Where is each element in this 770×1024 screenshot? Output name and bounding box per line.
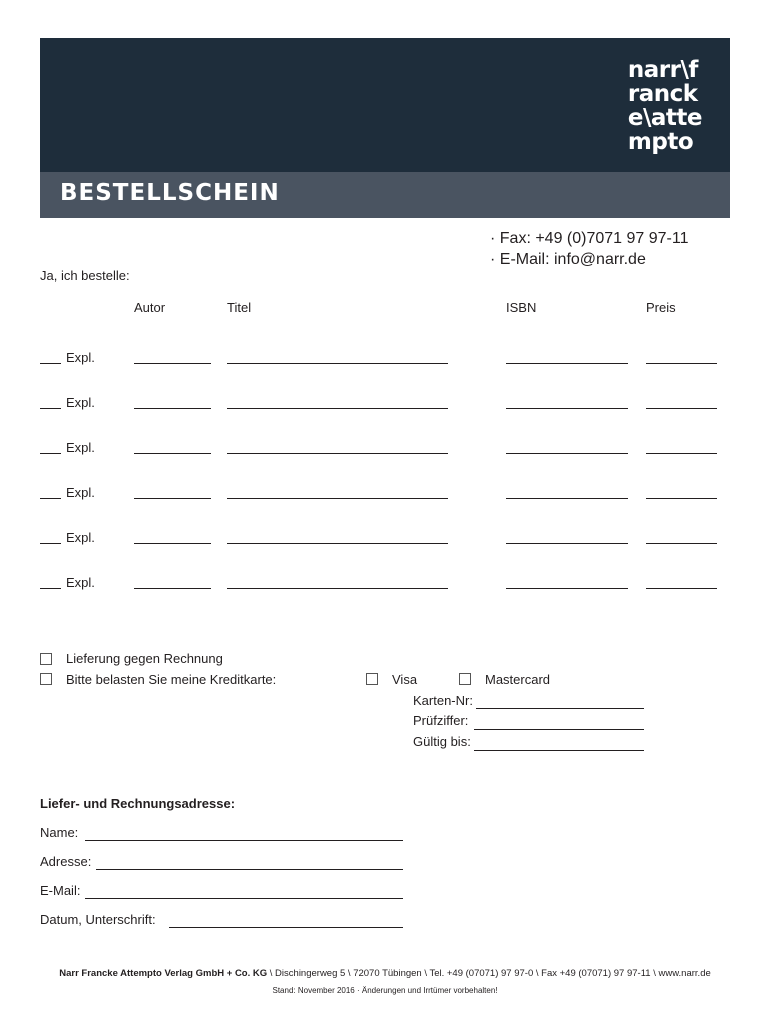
check-digit-label: Prüfziffer:: [413, 713, 469, 728]
titel-field[interactable]: [227, 363, 448, 364]
card-number-field[interactable]: [476, 708, 644, 709]
valid-until-field[interactable]: [474, 750, 644, 751]
quantity-field[interactable]: [40, 453, 61, 454]
header-banner: [40, 38, 730, 218]
titel-field[interactable]: [227, 408, 448, 409]
autor-field[interactable]: [134, 453, 211, 454]
name-label: Name:: [40, 825, 79, 840]
titel-field[interactable]: [227, 543, 448, 544]
autor-field[interactable]: [134, 588, 211, 589]
column-header-isbn: ISBN: [506, 300, 537, 315]
expl-label: Expl.: [66, 350, 95, 365]
check-digit-field[interactable]: [474, 729, 644, 730]
publisher-logo: [628, 58, 702, 154]
column-header-autor: Autor: [134, 300, 166, 315]
email-address: · E-Mail: info@narr.de: [490, 251, 646, 268]
contact-info: [490, 228, 689, 270]
fax-number: · Fax: +49 (0)7071 97 97-11: [490, 230, 689, 247]
page-title: BESTELLSCHEIN: [60, 180, 280, 206]
autor-field[interactable]: [134, 543, 211, 544]
footer-note: Stand: November 2016 · Änderungen und Irrtümer vorbehalten!: [272, 986, 498, 995]
address-label: Adresse:: [40, 854, 92, 869]
expl-label: Expl.: [66, 395, 95, 410]
expl-label: Expl.: [66, 530, 95, 545]
creditcard-checkbox[interactable]: [40, 673, 52, 685]
quantity-field[interactable]: [40, 408, 61, 409]
autor-field[interactable]: [134, 498, 211, 499]
logo-line: e\atte: [627, 105, 702, 131]
address-field[interactable]: [96, 869, 403, 870]
order-intro: Ja, ich bestelle:: [40, 268, 130, 283]
autor-field[interactable]: [134, 363, 211, 364]
visa-checkbox[interactable]: [366, 673, 378, 685]
logo-line: narr\f: [627, 57, 698, 83]
isbn-field[interactable]: [506, 588, 628, 589]
titel-field[interactable]: [227, 453, 448, 454]
isbn-field[interactable]: [506, 543, 628, 544]
creditcard-label: Bitte belasten Sie meine Kreditkarte:: [66, 672, 277, 687]
quantity-field[interactable]: [40, 588, 61, 589]
titel-field[interactable]: [227, 498, 448, 499]
date-signature-label: Datum, Unterschrift:: [40, 912, 156, 927]
expl-label: Expl.: [66, 575, 95, 590]
preis-field[interactable]: [646, 453, 717, 454]
footer-company-name: Narr Francke Attempto Verlag GmbH + Co. KG: [59, 968, 268, 979]
autor-field[interactable]: [134, 408, 211, 409]
invoice-checkbox[interactable]: [40, 653, 52, 665]
quantity-field[interactable]: [40, 498, 61, 499]
preis-field[interactable]: [646, 588, 717, 589]
preis-field[interactable]: [646, 363, 717, 364]
isbn-field[interactable]: [506, 498, 628, 499]
isbn-field[interactable]: [506, 453, 628, 454]
logo-line: ranck: [627, 81, 698, 107]
column-header-preis: Preis: [646, 300, 676, 315]
preis-field[interactable]: [646, 408, 717, 409]
titel-field[interactable]: [227, 588, 448, 589]
email-field[interactable]: [85, 898, 403, 899]
isbn-field[interactable]: [506, 363, 628, 364]
invoice-label: Lieferung gegen Rechnung: [66, 651, 223, 666]
title-bar: [40, 172, 730, 218]
card-number-label: Karten-Nr:: [413, 693, 473, 708]
visa-label: Visa: [392, 672, 418, 687]
valid-until-label: Gültig bis:: [413, 734, 471, 749]
mastercard-checkbox[interactable]: [459, 673, 471, 685]
column-header-titel: Titel: [227, 300, 252, 315]
quantity-field[interactable]: [40, 363, 61, 364]
quantity-field[interactable]: [40, 543, 61, 544]
date-signature-field[interactable]: [169, 927, 403, 928]
mastercard-label: Mastercard: [485, 672, 551, 687]
preis-field[interactable]: [646, 543, 717, 544]
email-label: E-Mail:: [40, 883, 81, 898]
name-field[interactable]: [85, 840, 403, 841]
expl-label: Expl.: [66, 440, 95, 455]
expl-label: Expl.: [66, 485, 95, 500]
footer-details: \ Dischingerweg 5 \ 72070 Tübingen \ Tel. +49 (07071) 97 97-0 \ Fax +49 (07071) 97 97-11 \ www.narr.de: [267, 968, 711, 979]
logo-line: mpto: [627, 129, 694, 155]
preis-field[interactable]: [646, 498, 717, 499]
isbn-field[interactable]: [506, 408, 628, 409]
footer-company-info: [0, 968, 770, 979]
address-heading: Liefer- und Rechnungsadresse:: [40, 796, 236, 811]
